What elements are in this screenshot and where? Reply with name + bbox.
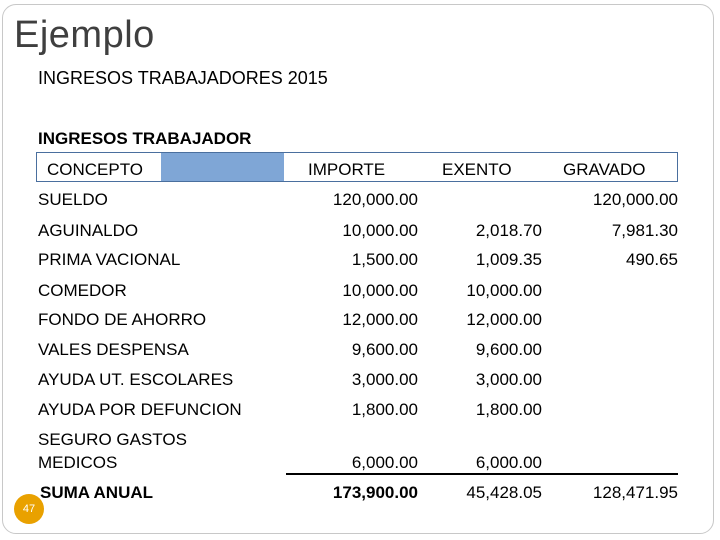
total-concepto: SUMA ANUAL [40,483,154,502]
slide-title: Ejemplo [14,14,155,56]
row-exento: 1,800.00 [475,400,542,419]
total-gravado: 128,471.95 [592,483,678,502]
page-number-badge: 47 [14,494,44,524]
row-exento: 9,600.00 [475,340,542,359]
row-gravado: 7,981.30 [611,221,678,240]
row-gravado: 120,000.00 [592,190,678,209]
row-exento: 3,000.00 [475,370,542,389]
header-importe: IMPORTE [308,160,386,179]
header-exento: EXENTO [442,160,512,179]
row-importe: 10,000.00 [342,221,418,240]
total-exento: 45,428.05 [466,483,542,502]
header-gravado: GRAVADO [563,160,646,179]
total-importe: 173,900.00 [332,483,418,502]
row-concepto: AYUDA UT. ESCOLARES [38,370,234,389]
row-exento: 1,009.35 [475,250,542,269]
row-concepto-line1: SEGURO GASTOS [38,430,187,449]
header-concepto: CONCEPTO [47,160,144,179]
slide-subtitle: INGRESOS TRABAJADORES 2015 [38,68,328,88]
row-importe: 120,000.00 [332,190,418,209]
section-title: INGRESOS TRABAJADOR [38,129,252,148]
row-concepto: VALES DESPENSA [38,340,189,359]
row-concepto: SUELDO [38,190,108,209]
row-importe: 9,600.00 [351,340,418,359]
row-exento: 12,000.00 [466,310,542,329]
row-importe: 3,000.00 [351,370,418,389]
row-importe: 1,800.00 [351,400,418,419]
row-concepto-line2: MEDICOS [38,453,118,472]
row-importe: 6,000.00 [351,453,418,472]
row-concepto: PRIMA VACIONAL [38,250,181,269]
row-exento: 10,000.00 [466,281,542,300]
row-concepto: COMEDOR [38,281,127,300]
row-exento: 2,018.70 [475,221,542,240]
row-exento: 6,000.00 [475,453,542,472]
row-importe: 1,500.00 [351,250,418,269]
row-concepto: FONDO DE AHORRO [38,310,207,329]
row-importe: 12,000.00 [342,310,418,329]
row-concepto: AYUDA POR DEFUNCION [38,400,242,419]
total-separator-line [286,473,678,475]
row-importe: 10,000.00 [342,281,418,300]
row-concepto: AGUINALDO [38,221,139,240]
row-gravado: 490.65 [626,250,678,269]
